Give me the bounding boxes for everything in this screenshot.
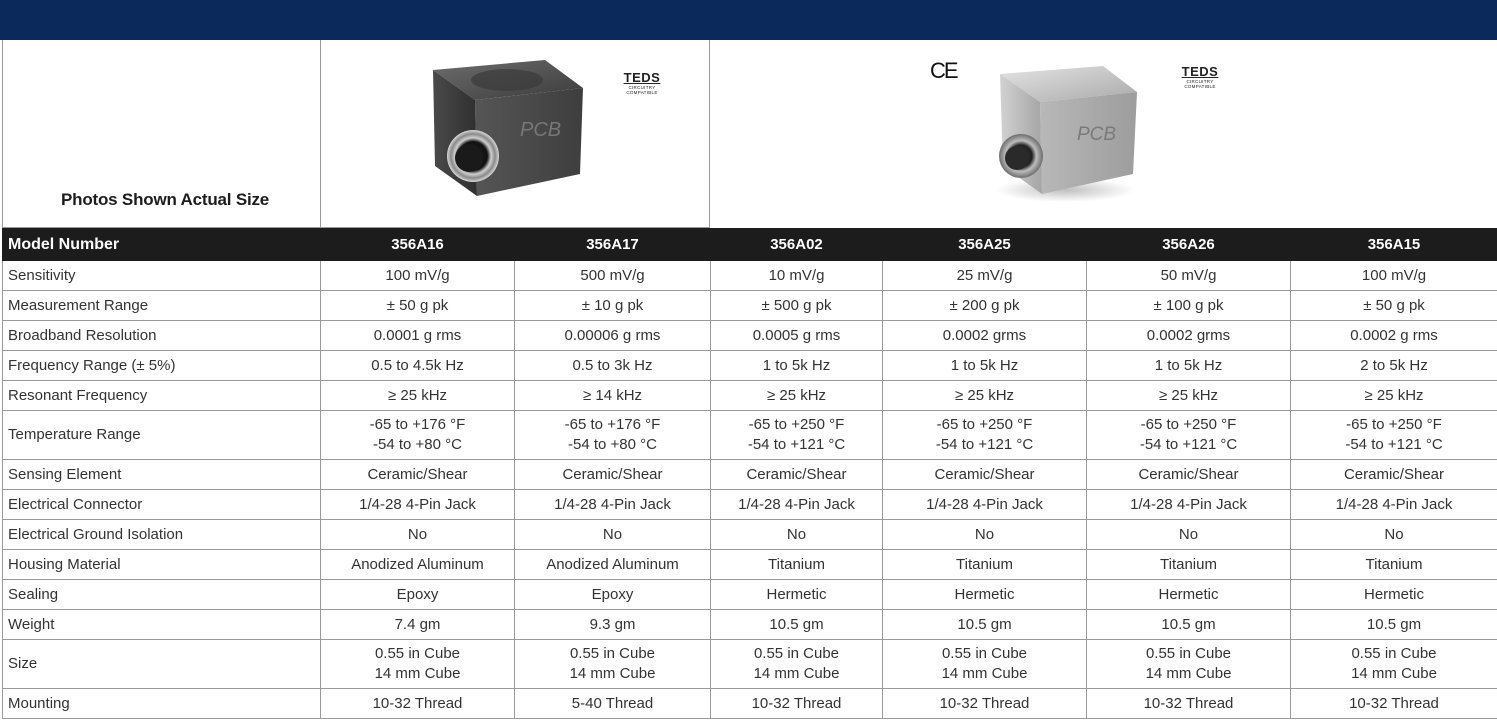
- cell-line: Anodized Aluminum: [351, 555, 484, 573]
- table-cell: [1291, 321, 1497, 351]
- table-cell: [321, 580, 515, 610]
- cell-line: ≥ 25 kHz: [387, 386, 448, 404]
- row-label: Sealing: [3, 580, 321, 610]
- row-label: Sensing Element: [3, 460, 321, 490]
- cell-line: 1/4-28 4-Pin Jack: [926, 495, 1043, 513]
- header-model: 356A16: [321, 229, 515, 261]
- cell-line: Ceramic/Shear: [746, 465, 847, 483]
- row-label: Size: [3, 640, 321, 689]
- table-cell: [883, 411, 1087, 460]
- cell-line: Ceramic/Shear: [562, 465, 663, 483]
- cell-line: Hermetic: [1158, 585, 1219, 603]
- cell-line: 500 mV/g: [580, 266, 645, 284]
- table-cell: [515, 520, 711, 550]
- dark-cube-sensor-image: [415, 58, 587, 200]
- table-cell: [515, 321, 711, 351]
- cell-line: -54 to +80 °C: [568, 436, 657, 453]
- cell-line: 10.5 gm: [957, 615, 1012, 633]
- top-banner: [0, 0, 1497, 40]
- table-cell: [711, 520, 883, 550]
- cell-line: ± 500 g pk: [761, 296, 832, 314]
- cell-line: -65 to +250 °F: [748, 416, 845, 433]
- cell-line: 14 mm Cube: [1145, 665, 1232, 682]
- header-model-number: Model Number: [3, 229, 321, 261]
- cell-line: 14 mm Cube: [753, 665, 840, 682]
- cell-line: Titanium: [1365, 555, 1423, 573]
- table-cell: [883, 261, 1087, 291]
- table-cell: [711, 351, 883, 381]
- cell-line: 0.5 to 3k Hz: [572, 356, 653, 374]
- table-cell: [711, 381, 883, 411]
- cell-line: Hermetic: [766, 585, 827, 603]
- table-cell: [515, 640, 711, 689]
- cell-line: 0.0002 grms: [942, 326, 1027, 344]
- table-cell: [1291, 610, 1497, 640]
- cell-line: Titanium: [1160, 555, 1217, 573]
- cell-line: 1/4-28 4-Pin Jack: [1335, 495, 1453, 513]
- table-cell: [883, 291, 1087, 321]
- table-cell: [711, 580, 883, 610]
- spec-table: [2, 228, 1497, 719]
- table-cell: [1087, 689, 1291, 719]
- table-cell: [1087, 520, 1291, 550]
- table-cell: [1087, 261, 1291, 291]
- table-cell: [321, 411, 515, 460]
- table-cell: [1087, 291, 1291, 321]
- teds-logo-2: TEDS CIRCUITRY COMPATIBLE: [1181, 64, 1219, 89]
- cell-line: No: [786, 525, 807, 543]
- cell-line: 0.55 in Cube: [753, 645, 840, 662]
- cell-line: 7.4 gm: [394, 615, 441, 633]
- table-cell: [1087, 381, 1291, 411]
- row-label: Electrical Connector: [3, 490, 321, 520]
- table-cell: [515, 689, 711, 719]
- table-cell: [1087, 640, 1291, 689]
- row-label: Measurement Range: [3, 291, 321, 321]
- row-label: Temperature Range: [3, 411, 321, 460]
- cell-line: ± 10 g pk: [581, 296, 644, 314]
- table-cell: [321, 610, 515, 640]
- cell-line: 14 mm Cube: [1351, 665, 1437, 682]
- cell-line: 0.55 in Cube: [1145, 645, 1232, 662]
- cell-line: 14 mm Cube: [941, 665, 1028, 682]
- cell-line: No: [602, 525, 623, 543]
- table-cell: [883, 321, 1087, 351]
- cell-line: 1/4-28 4-Pin Jack: [359, 495, 476, 513]
- table-cell: [1087, 610, 1291, 640]
- table-cell: [515, 261, 711, 291]
- table-row: [3, 490, 1497, 520]
- table-row: [3, 321, 1497, 351]
- cell-line: 0.55 in Cube: [1351, 645, 1437, 662]
- table-cell: [1291, 460, 1497, 490]
- table-cell: [321, 689, 515, 719]
- cell-line: ≥ 25 kHz: [1364, 386, 1424, 404]
- cell-line: -65 to +250 °F: [1346, 416, 1442, 433]
- table-row: [3, 291, 1497, 321]
- cell-line: 10 mV/g: [768, 266, 825, 284]
- table-cell: [1291, 351, 1497, 381]
- table-cell: [711, 261, 883, 291]
- row-label: Sensitivity: [3, 261, 321, 291]
- ce-mark: CE: [930, 58, 957, 83]
- table-row: [3, 610, 1497, 640]
- svg-text:PCB: PCB: [520, 119, 562, 141]
- cell-line: -65 to +250 °F: [1140, 416, 1237, 433]
- cell-line: No: [1178, 525, 1199, 543]
- titanium-cube-sensor-image: [985, 62, 1145, 202]
- cell-line: 0.55 in Cube: [569, 645, 656, 662]
- table-row: [3, 411, 1497, 460]
- table-cell: [515, 460, 711, 490]
- table-header-row: [3, 229, 1497, 261]
- cell-line: ± 50 g pk: [1363, 296, 1425, 314]
- table-cell: [1291, 261, 1497, 291]
- table-cell: [321, 291, 515, 321]
- table-cell: [1087, 580, 1291, 610]
- cell-line: 10.5 gm: [769, 615, 824, 633]
- table-cell: [515, 610, 711, 640]
- table-cell: [711, 640, 883, 689]
- row-label: Resonant Frequency: [3, 381, 321, 411]
- table-cell: [1087, 460, 1291, 490]
- cell-line: Epoxy: [396, 585, 439, 603]
- table-cell: [321, 261, 515, 291]
- cell-line: 1/4-28 4-Pin Jack: [1130, 495, 1247, 513]
- table-cell: [321, 460, 515, 490]
- table-row: [3, 261, 1497, 291]
- table-cell: [711, 490, 883, 520]
- table-cell: [321, 351, 515, 381]
- table-cell: [883, 490, 1087, 520]
- table-cell: [711, 610, 883, 640]
- cell-line: 100 mV/g: [1361, 266, 1427, 284]
- table-cell: [321, 490, 515, 520]
- cell-line: Ceramic/Shear: [1343, 465, 1445, 483]
- table-cell: [1087, 321, 1291, 351]
- table-cell: [515, 580, 711, 610]
- table-row: [3, 381, 1497, 411]
- table-cell: [883, 640, 1087, 689]
- header-model: 356A25: [883, 229, 1087, 261]
- cell-line: 10-32 Thread: [1349, 694, 1439, 712]
- cell-line: 10.5 gm: [1161, 615, 1216, 633]
- cell-line: Ceramic/Shear: [934, 465, 1035, 483]
- teds-logo-1: TEDS CIRCUITRY COMPATIBLE: [623, 70, 661, 95]
- table-cell: [1291, 689, 1497, 719]
- spec-table-body: [3, 261, 1497, 719]
- header-model: 356A17: [515, 229, 711, 261]
- cell-line: Epoxy: [591, 585, 634, 603]
- table-cell: [1291, 291, 1497, 321]
- table-cell: [515, 490, 711, 520]
- table-cell: [515, 291, 711, 321]
- cell-line: Hermetic: [1363, 585, 1424, 603]
- cell-line: No: [407, 525, 428, 543]
- photo-area: [0, 40, 1497, 228]
- table-cell: [321, 321, 515, 351]
- cell-line: 100 mV/g: [385, 266, 450, 284]
- table-cell: [1291, 381, 1497, 411]
- table-cell: [711, 291, 883, 321]
- cell-line: ± 50 g pk: [386, 296, 449, 314]
- table-cell: [1291, 580, 1497, 610]
- cell-line: 9.3 gm: [589, 615, 636, 633]
- table-cell: [1291, 520, 1497, 550]
- table-cell: [1087, 490, 1291, 520]
- cell-line: No: [1384, 525, 1404, 543]
- cell-line: 0.0005 g rms: [752, 326, 841, 344]
- cell-line: 1 to 5k Hz: [950, 356, 1019, 374]
- table-cell: [515, 550, 711, 580]
- table-row: [3, 550, 1497, 580]
- cell-line: ± 200 g pk: [949, 296, 1020, 314]
- table-cell: [883, 610, 1087, 640]
- cell-line: -65 to +176 °F: [369, 416, 466, 433]
- cell-line: 10-32 Thread: [939, 694, 1030, 712]
- caption-cell: [2, 40, 320, 228]
- cell-line: 25 mV/g: [956, 266, 1013, 284]
- table-cell: [883, 381, 1087, 411]
- cell-line: 14 mm Cube: [374, 665, 461, 682]
- cell-line: 10-32 Thread: [372, 694, 463, 712]
- table-cell: [883, 689, 1087, 719]
- table-cell: [883, 550, 1087, 580]
- table-cell: [883, 580, 1087, 610]
- table-cell: [711, 411, 883, 460]
- table-cell: [711, 321, 883, 351]
- table-cell: [1291, 640, 1497, 689]
- cell-line: -54 to +121 °C: [935, 436, 1034, 453]
- header-model: 356A26: [1087, 229, 1291, 261]
- table-cell: [883, 351, 1087, 381]
- table-cell: [515, 351, 711, 381]
- cell-line: ≥ 25 kHz: [766, 386, 827, 404]
- cell-line: -54 to +121 °C: [1139, 436, 1238, 453]
- cell-line: 10-32 Thread: [1143, 694, 1234, 712]
- cell-line: 2 to 5k Hz: [1360, 356, 1428, 374]
- cell-line: ≥ 25 kHz: [1158, 386, 1219, 404]
- cell-line: 5-40 Thread: [571, 694, 654, 712]
- header-model: 356A02: [711, 229, 883, 261]
- cell-line: 1 to 5k Hz: [762, 356, 831, 374]
- table-row: [3, 580, 1497, 610]
- row-label: Housing Material: [3, 550, 321, 580]
- cell-line: ± 100 g pk: [1153, 296, 1224, 314]
- table-cell: [711, 550, 883, 580]
- cell-line: 0.00006 g rms: [564, 326, 661, 344]
- table-cell: [711, 460, 883, 490]
- cell-line: Titanium: [956, 555, 1013, 573]
- cell-line: -54 to +80 °C: [373, 436, 462, 453]
- table-cell: [883, 460, 1087, 490]
- cell-line: 0.55 in Cube: [941, 645, 1028, 662]
- cell-line: ≥ 25 kHz: [954, 386, 1015, 404]
- table-row: [3, 520, 1497, 550]
- table-cell: [515, 411, 711, 460]
- cell-line: 0.0001 g rms: [373, 326, 462, 344]
- cell-line: 1/4-28 4-Pin Jack: [738, 495, 855, 513]
- cell-line: -54 to +121 °C: [1345, 436, 1443, 453]
- cell-line: No: [974, 525, 995, 543]
- cell-line: 1/4-28 4-Pin Jack: [554, 495, 671, 513]
- row-label: Mounting: [3, 689, 321, 719]
- table-cell: [1087, 550, 1291, 580]
- cell-line: 14 mm Cube: [569, 665, 656, 682]
- table-cell: [1291, 411, 1497, 460]
- cell-line: ≥ 14 kHz: [582, 386, 643, 404]
- cell-line: 0.0002 g rms: [1350, 326, 1438, 344]
- table-cell: [1291, 550, 1497, 580]
- row-label: Electrical Ground Isolation: [3, 520, 321, 550]
- table-row: [3, 640, 1497, 689]
- table-cell: [1291, 490, 1497, 520]
- table-cell: [321, 640, 515, 689]
- table-row: [3, 351, 1497, 381]
- cell-line: Ceramic/Shear: [1138, 465, 1239, 483]
- cell-line: 0.55 in Cube: [374, 645, 461, 662]
- cell-line: -54 to +121 °C: [747, 436, 846, 453]
- table-cell: [515, 381, 711, 411]
- table-cell: [1087, 351, 1291, 381]
- row-label: Weight: [3, 610, 321, 640]
- svg-text:PCB: PCB: [1077, 124, 1117, 145]
- cell-line: 10.5 gm: [1366, 615, 1422, 633]
- cell-line: Titanium: [768, 555, 825, 573]
- cell-line: Ceramic/Shear: [367, 465, 468, 483]
- cell-line: -65 to +176 °F: [564, 416, 661, 433]
- table-cell: [321, 550, 515, 580]
- row-label: Frequency Range (± 5%): [3, 351, 321, 381]
- table-cell: [321, 381, 515, 411]
- table-cell: [711, 689, 883, 719]
- table-cell: [321, 520, 515, 550]
- cell-line: Anodized Aluminum: [546, 555, 679, 573]
- row-label: Broadband Resolution: [3, 321, 321, 351]
- photo-caption: Photos Shown Actual Size: [61, 190, 270, 209]
- cell-line: 0.0002 grms: [1146, 326, 1231, 344]
- cell-line: 50 mV/g: [1160, 266, 1217, 284]
- header-model: 356A15: [1291, 229, 1497, 261]
- cell-line: 0.5 to 4.5k Hz: [371, 356, 464, 374]
- table-row: [3, 460, 1497, 490]
- cell-line: 10-32 Thread: [751, 694, 842, 712]
- table-cell: [1087, 411, 1291, 460]
- cell-line: Hermetic: [954, 585, 1015, 603]
- cell-line: 1 to 5k Hz: [1154, 356, 1223, 374]
- table-cell: [883, 520, 1087, 550]
- cell-line: -65 to +250 °F: [936, 416, 1033, 433]
- table-row: [3, 689, 1497, 719]
